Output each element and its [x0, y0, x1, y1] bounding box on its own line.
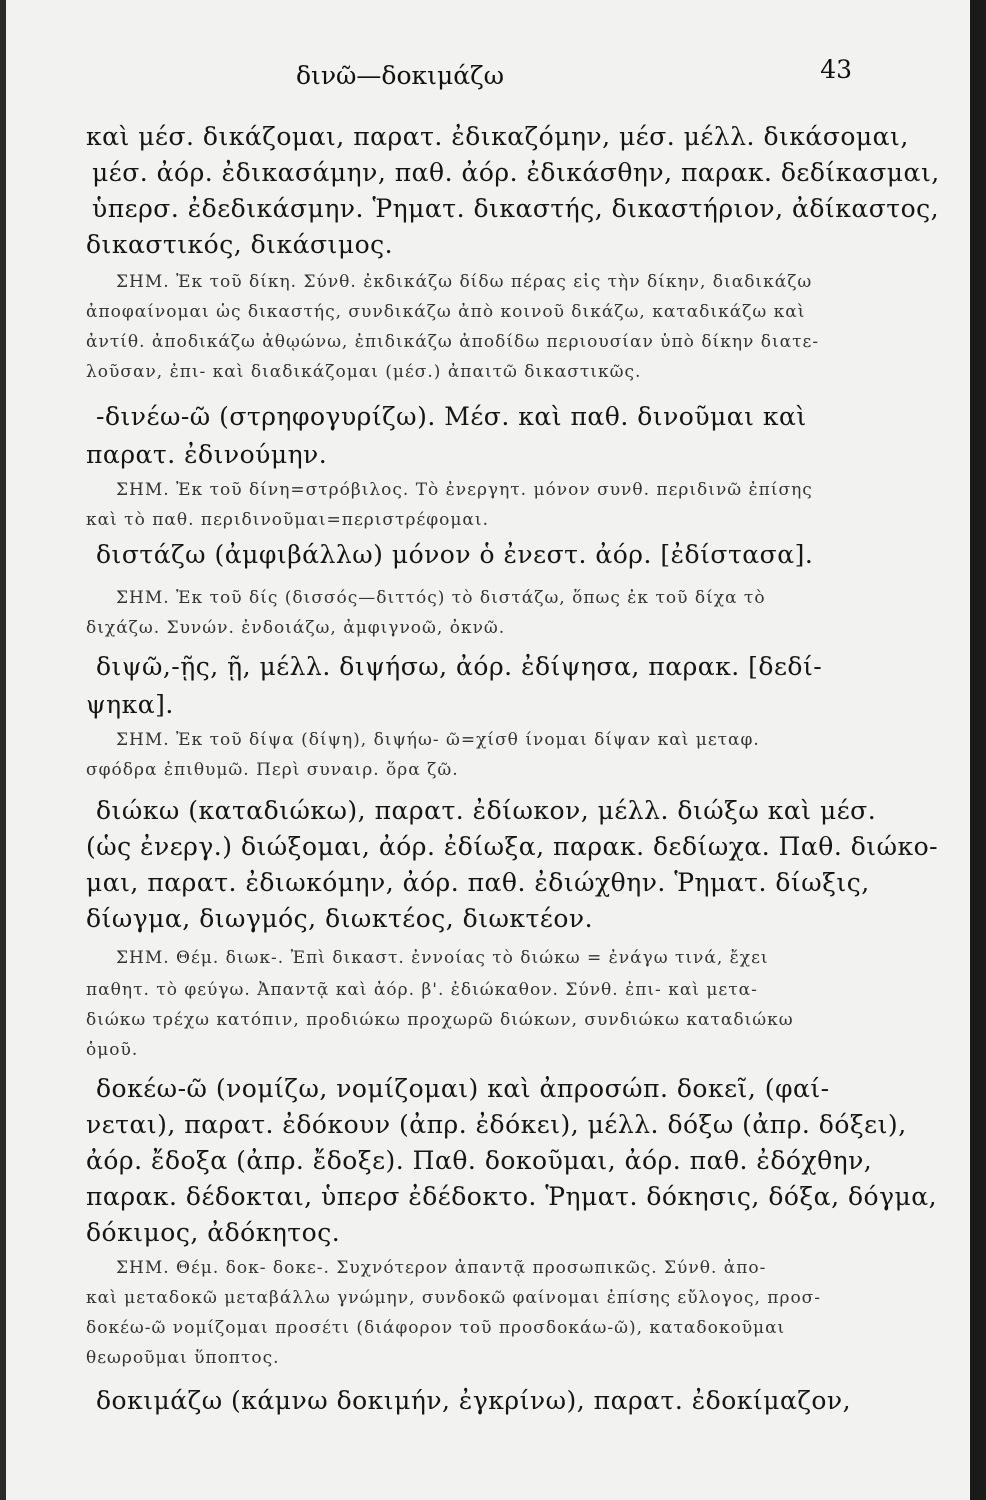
note-line: θεωροῦμαι ὕποπτος. [86, 1348, 280, 1368]
text-line: δίωγμα, διωγμός, διωκτέος, διωκτέον. [86, 904, 594, 933]
note-line: καὶ τὸ παθ. περιδινοῦμαι=περιστρέφομαι. [86, 510, 489, 530]
note-line: ΣΗΜ. Ἐκ τοῦ δίκη. Σύνθ. ἐκδικάζω δίδω πέρας εἰς τὴν δίκην, διαδικάζω [116, 272, 813, 292]
note-line: ΣΗΜ. Ἐκ τοῦ δίς (δισσός—διττός) τὸ διστάζω, ὅπως ἐκ τοῦ δίχα τὸ [116, 588, 766, 608]
note-line: ἀποφαίνομαι ὡς δικαστής, συνδικάζω ἀπὸ κοινοῦ δικάζω, καταδικάζω καὶ [86, 302, 806, 322]
text-line: μαι, παρατ. ἐδιωκόμην, ἀόρ. παθ. ἐδιώχθην. Ῥηματ. δίωξις, [86, 868, 870, 897]
note-line: ΣΗΜ. Θέμ. δοκ- δοκε-. Συχνότερον ἀπαντᾷ προσωπικῶς. Σύνθ. ἀπο- [116, 1258, 767, 1278]
note-line: ὁμοῦ. [86, 1040, 139, 1060]
text-line: παρατ. ἐδινούμην. [86, 440, 328, 469]
note-line: ΣΗΜ. Ἐκ τοῦ δίψα (δίψη), διψήω- ῶ=χίσθ ίνομαι δίψαν καὶ μεταφ. [116, 730, 760, 750]
text-line: παρακ. δέδοκται, ὑπερσ ἐδέδοκτο. Ῥηματ. δόκησις, δόξα, δόγμα, [86, 1182, 938, 1211]
book-page [6, 0, 970, 1500]
text-line: δόκιμος, ἀδόκητος. [86, 1218, 341, 1247]
page-number: 43 [820, 55, 852, 84]
running-header [6, 55, 970, 95]
note-line: ἀντίθ. ἀποδικάζω ἀθῳώνω, ἐπιδικάζω ἀποδίδω περιουσίαν ὑπὸ δίκην διατε- [86, 332, 820, 352]
text-line: δοκιμάζω (κάμνω δοκιμήν, ἐγκρίνω), παρατ. ἐδοκίμαζον, [96, 1386, 852, 1415]
note-line: ΣΗΜ. Θέμ. διωκ-. Ἐπὶ δικαστ. ἐννοίας τὸ διώκω = ἐνάγω τινά, ἔχει [116, 948, 769, 968]
text-line: δοκέω-ῶ (νομίζω, νομίζομαι) καὶ ἀπροσώπ. δοκεῖ, (φαί- [96, 1074, 830, 1103]
text-line: (ὡς ἐνεργ.) διώξομαι, ἀόρ. ἐδίωξα, παρακ. δεδίωχα. Παθ. διώκο- [86, 832, 939, 861]
text-line: ἀόρ. ἔδοξα (ἀπρ. ἔδοξε). Παθ. δοκοῦμαι, ἀόρ. παθ. ἐδόχθην, [86, 1146, 873, 1175]
note-line: διχάζω. Συνών. ἐνδοιάζω, ἀμφιγνοῶ, ὀκνῶ. [86, 618, 506, 638]
note-line: παθητ. τὸ φεύγω. Ἀπαντᾷ καὶ ἀόρ. β'. ἐδιώκαθον. Σύνθ. ἐπι- καὶ μετα- [86, 980, 758, 1000]
note-line: σφόδρα ἐπιθυμῶ. Περὶ συναιρ. ὅρα ζῶ. [86, 760, 459, 780]
note-line: λοῦσαν, ἐπι- καὶ διαδικάζομαι (μέσ.) ἀπαιτῶ δικαστικῶς. [86, 362, 642, 382]
note-line: δοκέω-ῶ νομίζομαι προσέτι (διάφορον τοῦ προσδοκάω-ῶ), καταδοκοῦμαι [86, 1318, 786, 1338]
text-line: διώκω (καταδιώκω), παρατ. ἐδίωκον, μέλλ. διώξω καὶ μέσ. [96, 796, 877, 825]
text-line: δικαστικός, δικάσιμος. [86, 230, 394, 259]
note-line: ΣΗΜ. Ἐκ τοῦ δίνη=στρόβιλος. Τὸ ἐνεργητ. μόνον συνθ. περιδινῶ ἐπίσης [116, 480, 813, 500]
text-line: καὶ μέσ. δικάζομαι, παρατ. ἐδικαζόμην, μέσ. μέλλ. δικάσομαι, [86, 122, 909, 151]
note-line: διώκω τρέχω κατόπιν, προδιώκω προχωρῶ διώκων, συνδιώκω καταδιώκω [86, 1010, 794, 1030]
text-line: διστάζω (ἀμφιβάλλω) μόνον ὁ ἐνεστ. ἀόρ. [ἐδίστασα]. [96, 540, 814, 569]
text-line: νεται), παρατ. ἐδόκουν (ἀπρ. ἐδόκει), μέλλ. δόξω (ἀπρ. δόξει), [86, 1110, 907, 1139]
text-line: διψῶ,-ῇς, ῇ, μέλλ. διψήσω, ἀόρ. ἐδίψησα, παρακ. [δεδί- [96, 652, 823, 681]
text-line: ψηκα]. [86, 690, 174, 719]
text-line: -δινέω-ῶ (στρηφογυρίζω). Μέσ. καὶ παθ. δινοῦμαι καὶ [96, 402, 807, 431]
running-title: δινῶ—δοκιμάζω [296, 61, 505, 90]
text-line: ὑπερσ. ἐδεδικάσμην. Ῥηματ. δικαστής, δικαστήριον, ἀδίκαστος, [92, 194, 940, 223]
text-line: μέσ. ἀόρ. ἐδικασάμην, παθ. ἀόρ. ἐδικάσθην, παρακ. δεδίκασμαι, [92, 158, 940, 187]
note-line: καὶ μεταδοκῶ μεταβάλλω γνώμην, συνδοκῶ φαίνομαι ἐπίσης εὔλογος, προσ- [86, 1288, 822, 1308]
